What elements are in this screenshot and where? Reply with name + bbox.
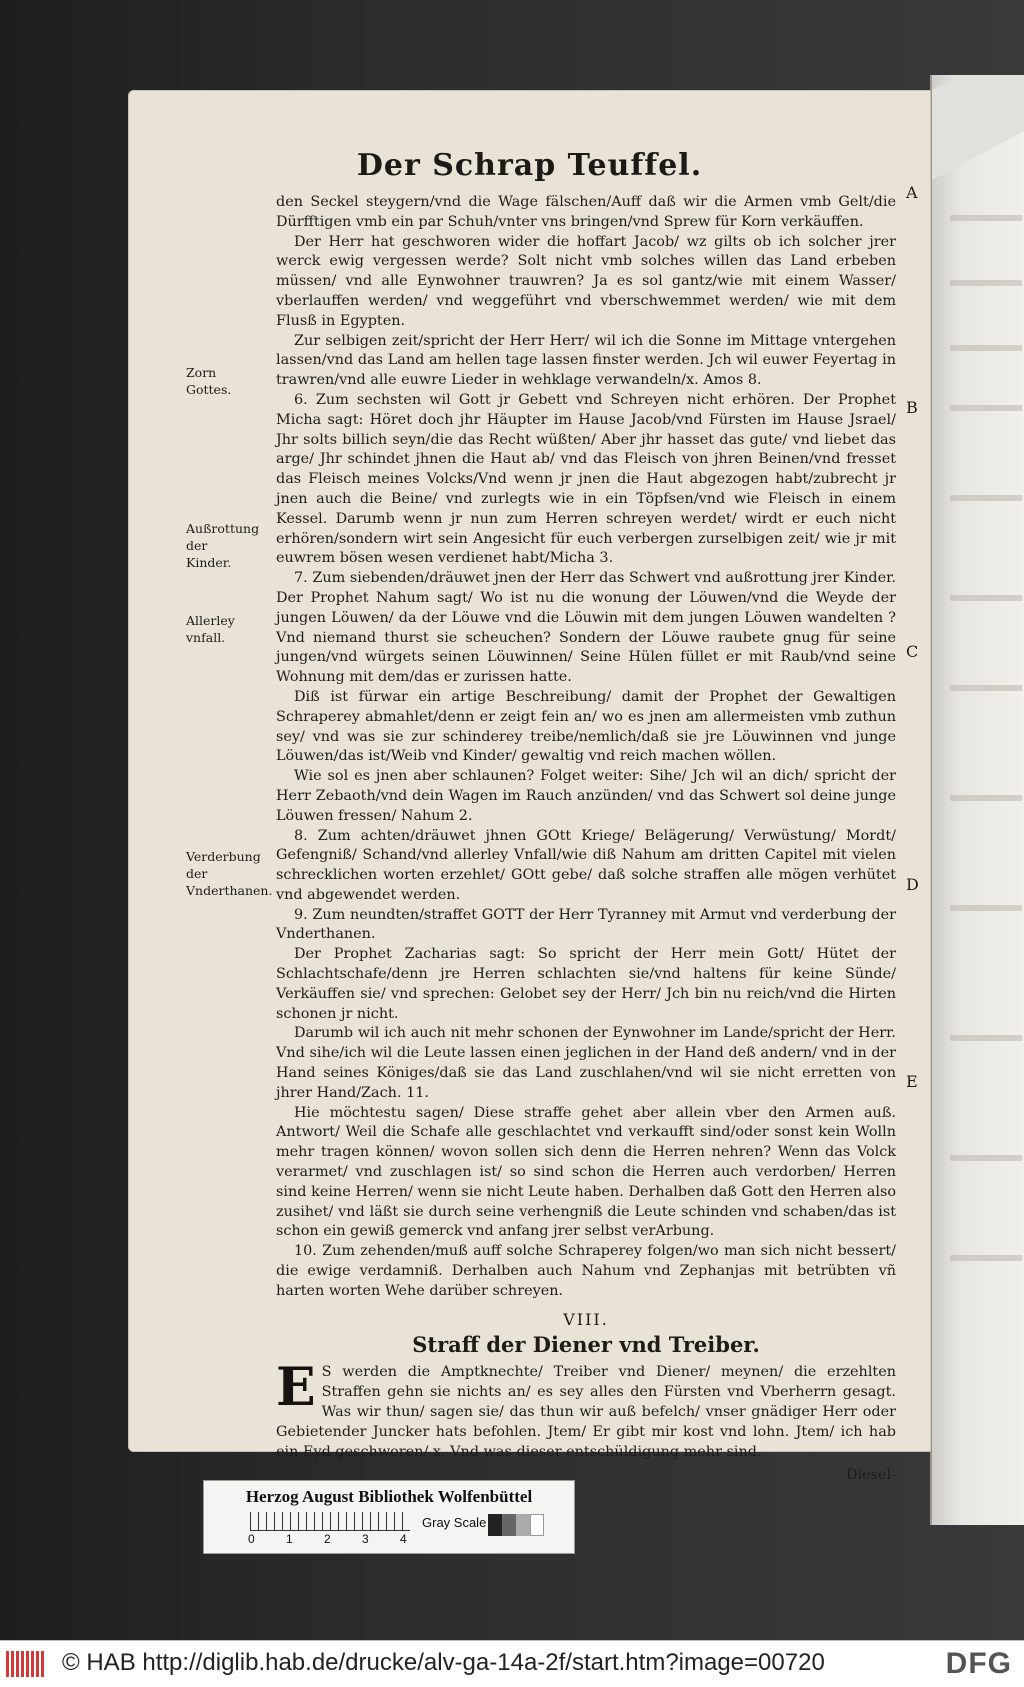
margin-note: Zorn Gottes. <box>186 365 232 397</box>
section-paragraph <box>276 1357 896 1462</box>
ruler-number: 0 <box>248 1532 255 1546</box>
gray-swatch-mid <box>516 1514 530 1536</box>
ruler-number: 2 <box>324 1532 331 1546</box>
margin-note: Allerley vnfall. <box>186 613 235 645</box>
section-letter: E <box>906 1072 918 1091</box>
bleed-through-line <box>950 405 1022 411</box>
page-corner-fold <box>932 75 1024 180</box>
bleed-through-line <box>950 345 1022 351</box>
main-text-block <box>276 193 896 1486</box>
margin-note: Außrottung der Kinder. <box>186 521 260 570</box>
paragraph: Zur selbigen zeit/spricht der Herr Herr/ wil ich die Sonne im Mittage vntergehen lassen/vnd das Land am hellen tage lassen finster werden. Jch wil euwer Feyertag in trawren/vnd alle euwre Lieder in wehklage verwandeln/x. Amos 8. <box>276 332 896 389</box>
hab-logo-icon <box>6 1651 46 1677</box>
margin-note: Verderbung der Vnderthanen. <box>186 849 273 898</box>
source-url[interactable]: © HAB http://diglib.hab.de/drucke/alv-ga-14a-2f/start.htm?image=00720 <box>62 1649 825 1676</box>
paragraph: 7. Zum siebenden/dräuwet jnen der Herr das Schwert vnd außrottung jrer Kinder. Der Prophet Nahum sagt/ Wo ist nu die wonung der Löuwen/vnd die Weyde der jungen Löuwen/ da der Löuwe vnd die Löuwin mit dem jungen Löuwen wandelten ? Vnd niemand thurst sie scheuchen? Sondern der Löuwe raubete gnug für seine jungen/vnd würgets seinen Löuwinnen/ Seine Hülen füllet er mit Raub/vnd seine Wohnung mit dem/das er zurissen hatte. <box>276 570 896 686</box>
section-heading: Straff der Diener vnd Treiber. <box>412 1332 760 1358</box>
section-letter: C <box>906 642 919 661</box>
paragraph: den Seckel steygern/vnd die Wage fälschen/Auff daß wir die Armen vmb Gelt/die Dürfftigen vmb ein par Schuh/vnter vns bringen/vnd Sprew für Korn verkäuffen. <box>276 194 896 230</box>
paragraph: Darumb wil ich auch nit mehr schonen der Eynwohner im Lande/spricht der Herr. Vnd sihe/ich wil die Leute lassen einen jeglichen in der Hand deß andern/ vnd in der Hand seines Königes/daß sie das Land zuschlahen/vnd wil sie nicht erretten von jhrer Hand/Zach. 11. <box>276 1025 896 1101</box>
bleed-through-line <box>950 495 1022 501</box>
paragraph: 10. Zum zehenden/muß auff solche Schraperey folgen/wo man sich nicht bessert/ die ewige verdamniß. Derhalben auch Nahum vnd Zephanjas mit betrübten vñ harten worten Wehe darüber schreyen. <box>276 1243 896 1299</box>
section-letter: B <box>906 398 918 417</box>
facing-page-edge <box>930 75 1024 1525</box>
bleed-through-line <box>950 905 1022 911</box>
paragraph: 9. Zum neundten/straffet GOTT der Herr Tyranney mit Armut vnd verderbung der Vnderthanen. <box>276 906 896 943</box>
drop-cap: E <box>276 1357 316 1419</box>
paragraph: Der Prophet Zacharias sagt: So spricht der Herr mein Gott/ Hütet der Schlachtschafe/denn jre Herren schlachten sie/vnd haltens für keine Sünde/ Verkäuffen sie/ vnd sprechen: Gelobet sey der Herr/ Jch bin nu reich/vnd die Hirten schonen jr nicht. <box>276 946 896 1022</box>
running-title: Der Schrap Teuffel. <box>356 148 703 183</box>
paragraph: Hie möchtestu sagen/ Diese straffe gehet aber allein vber den Armen auß. Antwort/ Weil die Schafe alle geschlachtet vnd verkaufft sind/oder sonst kein Wolln mehr tragen können/ wovon sollen sich denn die Herren nehren? Wenn das Volck verarmet/ vnd zuschlagen ist/ so sind schon die Herren auch verdorben/ Herren sind keine Herren/ wenn sie nicht Leute haben. Derhalben daß Gott den Herren also zusihet/ vnd läßt sie durch seine verhengniß die Leute schinden vnd schaben/das ist schon ein gewiß gemerck vnd anfang jrer selbst verArbung. <box>276 1104 896 1240</box>
book-page <box>128 90 931 1484</box>
institution-name: Herzog August Bibliothek Wolfenbüttel <box>245 1487 533 1506</box>
bleed-through-line <box>950 1035 1022 1041</box>
ruler-number: 1 <box>286 1532 293 1546</box>
bleed-through-line <box>950 685 1022 691</box>
dfg-logo: DFG <box>945 1647 1012 1680</box>
paragraph: 8. Zum achten/dräuwet jhnen GOtt Kriege/ Belägerung/ Verwüstung/ Mordt/ Gefengniß/ Schand/vnd allerley Vnfall/wie diß Nahum am dritten Capitel mit vielen schrecklichen worten erzehlet/ GOtt gebe/ daß solche straffen alle mögen verhütet vnd abgewendet werden. <box>276 827 896 903</box>
ruler-number: 3 <box>362 1532 369 1546</box>
section-paragraph-text: S werden die Amptknechte/ Treiber vnd Diener/ meynen/ die erzehlten Straffen gehn sie nichts an/ es sey alles den Fürsten vnd Vberherrn gesagt. Was wir thun/ sagen sie/ das thun wir auß befelch/ vnser gnädiger Herr oder Gebietender Juncker hats befohlen. Jtem/ Er gibt mir kost vnd lohn. Jtem/ ich hab ein Eyd geschworen/ x. Vnd was dieser entschüldigung mehr sind. <box>276 1364 896 1460</box>
gray-swatch-white <box>530 1514 544 1536</box>
paragraph: Diß ist fürwar ein artige Beschreibung/ damit der Prophet der Gewaltigen Schraperey abmahlet/denn er zeigt fein an/ wo es jnen am allermeisten vmb zuthun sey/ vnd was sie zur schinderey treibe/nemlich/daß sie jre Löuwinnen vnd junge Löuwen/das ist/Weib vnd Kinder/ gewaltig vnd reich machen wöllen. <box>276 688 896 765</box>
paragraph: Wie sol es jnen aber schlaunen? Folget weiter: Sihe/ Jch wil an dich/ spricht der Herr Zebaoth/vnd dein Wagen im Rauch anzünden/ vnd das Schwert sol deine junge Löuwen fressen/ Nahum 2. <box>276 768 896 824</box>
paragraph: Der Herr hat geschworen wider die hoffart Jacob/ wz gilts ob ich solcher jrer werck ewig vergessen werde? Solt nicht vmb solches willen das Land erbeben müssen/ vnd alle Eynwohner trauwren? Ja es sol gantz/wie mit einem Wasser/ vberlauffen werden/ vnd weggeführt vnd vberschwemmet werden/ wie mit dem Flusß in Egypten. <box>276 233 896 329</box>
ruler-number: 4 <box>400 1532 407 1546</box>
section-number: VIII. <box>563 1309 609 1329</box>
gray-scale-label: Gray Scale <box>422 1515 487 1530</box>
gray-swatch-dark <box>502 1514 516 1536</box>
bleed-through-line <box>950 1255 1022 1261</box>
section-letter: D <box>906 875 919 894</box>
bleed-through-line <box>950 795 1022 801</box>
footer-bar <box>0 1640 1024 1687</box>
bleed-through-line <box>950 215 1022 221</box>
section-letter: A <box>906 183 918 202</box>
paragraph: 6. Zum sechsten wil Gott jr Gebett vnd Schreyen nicht erhören. Der Prophet Micha sagt: Höret doch jhr Häupter im Hause Jacob/vnd Fürsten im Hause Jsrael/ Jhr solts billich seyn/die das Recht wüßten/ Aber jhr hasset das gute/ vnd liebet das arge/ Jhr schindet jhnen die Haut ab/ vnd das Fleisch von jhren Beinen/vnd fresset das Fleisch meines Volcks/Vnd wenn jr jnen die Haut abgezogen habt/zubrecht jr jnen auch die Beine/ vnd zurlegts wie in ein Töpfsen/vnd wie Fleisch in einem Kessel. Darumb wenn jr nun zum Herren schreyen werdet/ wirdt er euch nicht erhören/sondern wirt sein Angesicht für euch verbergen zurselbigen zeit/ wie jr mit euwrem bösen wesen verdienet habt/Micha 3. <box>276 391 896 567</box>
bleed-through-line <box>950 280 1022 286</box>
catchword: Diesel- <box>845 1467 896 1484</box>
bleed-through-line <box>950 1155 1022 1161</box>
bleed-through-line <box>950 595 1022 601</box>
gray-swatch-black <box>488 1514 502 1536</box>
scale-ruler <box>250 1512 410 1531</box>
